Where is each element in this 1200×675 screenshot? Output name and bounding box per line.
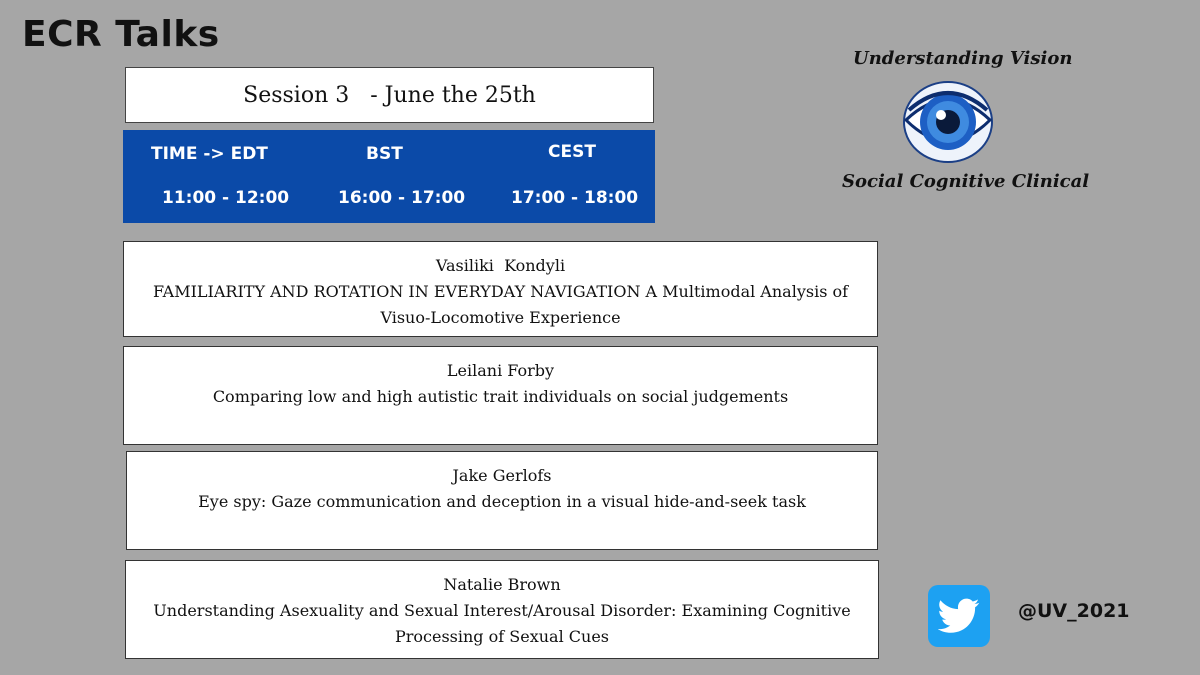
page-title: ECR Talks: [22, 14, 220, 55]
talk-card: [123, 241, 878, 337]
brand-title-bottom: Social Cognitive Clinical: [842, 171, 1090, 192]
talk-card: [126, 451, 878, 550]
twitter-handle[interactable]: @UV_2021: [1018, 600, 1130, 622]
talk-title: Comparing low and high autistic trait individuals on social judgements: [212, 387, 789, 406]
timezone-bst-label: BST: [366, 144, 403, 164]
time-cest-range: 17:00 - 18:00: [511, 188, 639, 208]
schedule-times-panel: [123, 130, 655, 223]
talk-title: FAMILIARITY AND ROTATION IN EVERYDAY NAVIGATION A Multimodal Analysis of Visuo-Locomotive Experience: [152, 282, 849, 327]
talk-title: Understanding Asexuality and Sexual Interest/Arousal Disorder: Examining Cognitive Processing of Sexual Cues: [153, 601, 851, 646]
talk-card: [123, 346, 878, 445]
eye-icon: [903, 80, 993, 164]
talk-speaker: Jake Gerlofs: [452, 466, 552, 485]
time-bst-range: 16:00 - 17:00: [338, 188, 466, 208]
brand-title-top: Understanding Vision: [853, 48, 1073, 69]
talk-speaker: Vasiliki Kondyli: [435, 256, 566, 275]
twitter-bird-glyph: [938, 598, 980, 634]
talk-speaker: Leilani Forby: [446, 361, 555, 380]
talk-title: Eye spy: Gaze communication and deception in a visual hide-and-seek task: [198, 492, 806, 511]
talk-speaker: Natalie Brown: [443, 575, 561, 594]
timezone-edt-label: TIME -> EDT: [151, 144, 268, 164]
talk-card: [125, 560, 879, 659]
time-edt-range: 11:00 - 12:00: [162, 188, 290, 208]
twitter-bird-icon[interactable]: [928, 585, 990, 647]
session-banner: Session 3 - June the 25th: [125, 67, 654, 123]
timezone-cest-label: CEST: [548, 142, 596, 162]
